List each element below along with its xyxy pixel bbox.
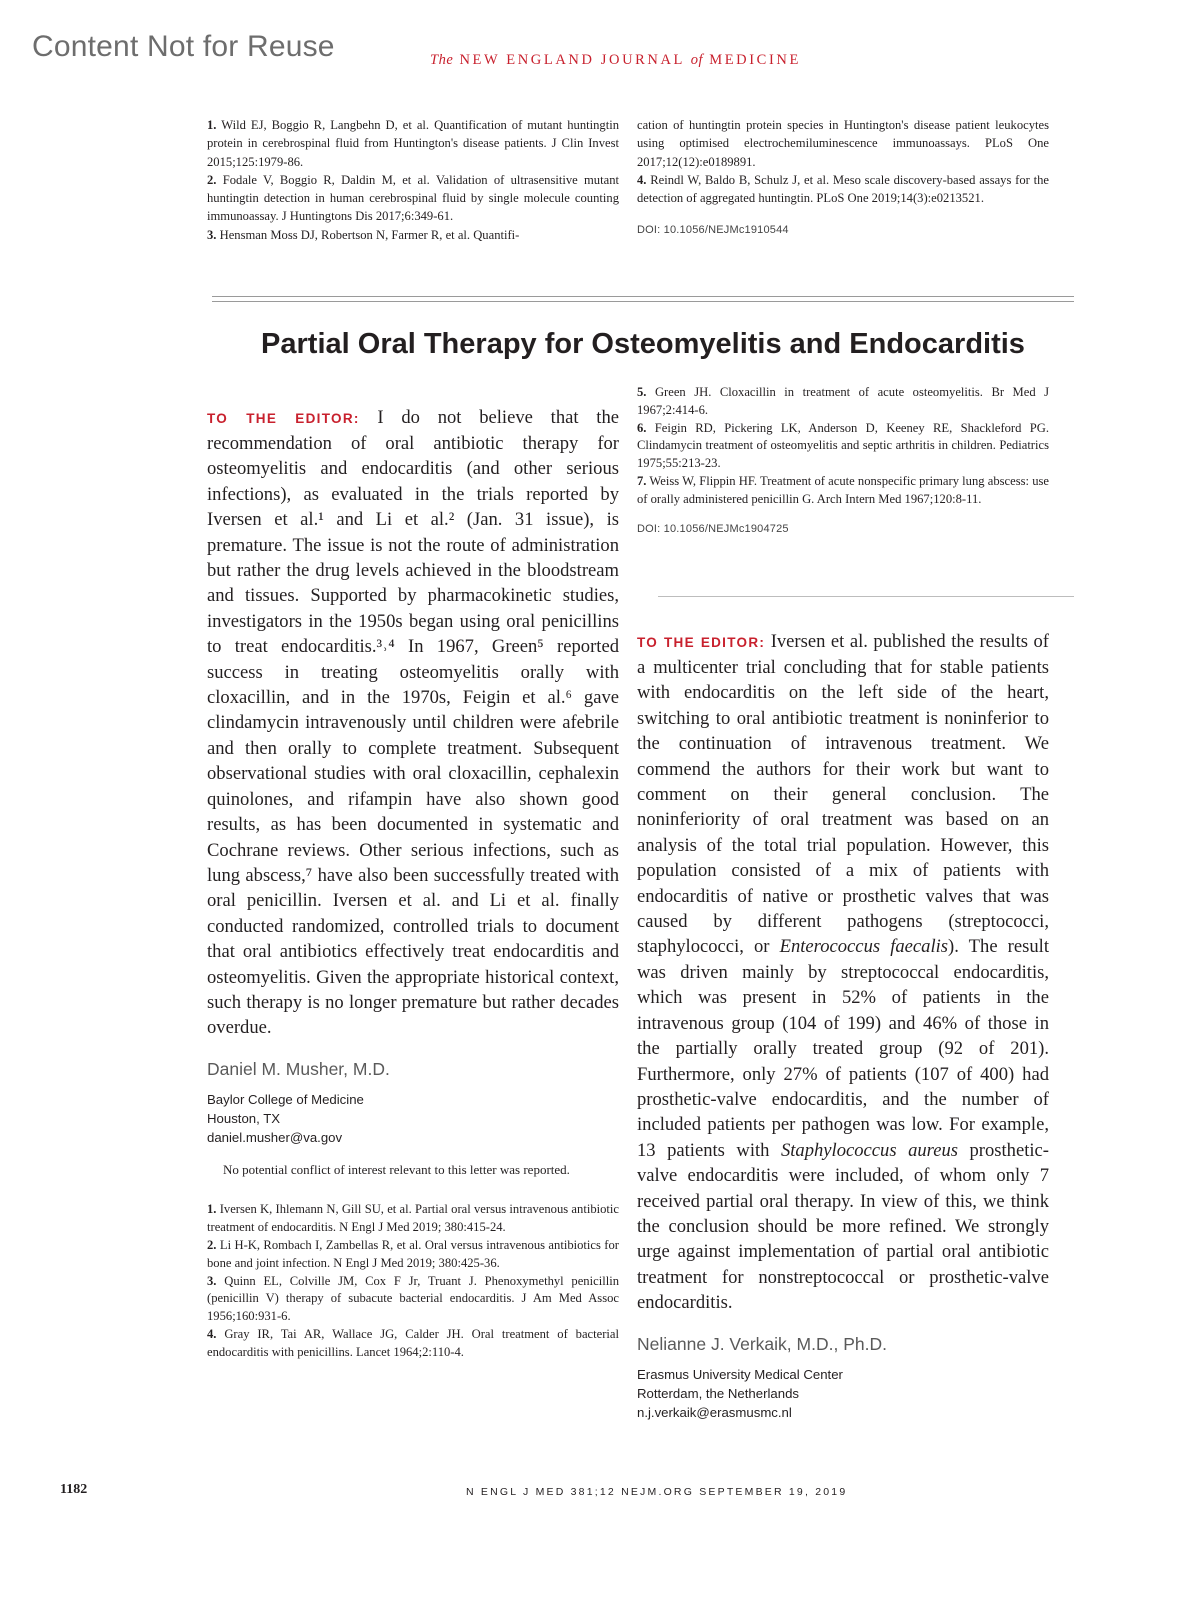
article-title: Partial Oral Therapy for Osteomyelitis and Endocarditis [261, 328, 1025, 360]
reference-item [207, 1326, 619, 1362]
letter-2-body [637, 629, 1049, 1316]
affiliation-line: Baylor College of Medicine [207, 1092, 364, 1108]
journal-name-a: NEW ENGLAND JOURNAL [459, 52, 685, 68]
to-the-editor-label: TO THE EDITOR: [207, 410, 360, 426]
species-name: Enterococcus faecalis [779, 936, 949, 958]
letter-2-text-part3: prosthetic-valve endocarditis were included, of whom only 7 received partial oral therapy. In view of this, we think the conclusion should be more refined. We strongly urge against implementation of partial oral antibiotic treatment for nonstreptococcal or prosthetic-valve endocarditis. [637, 1139, 1049, 1314]
letter-2 [637, 610, 1049, 1422]
reference-item [637, 384, 1049, 420]
conflict-statement: No potential conflict of interest relevant to this letter was reported. [223, 1162, 570, 1178]
letter-2-author: Nelianne J. Verkaik, M.D., Ph.D. [637, 1334, 887, 1355]
species-name: Staphylococcus aureus [780, 1139, 958, 1161]
reference-item [207, 171, 619, 226]
reference-text: cation of huntingtin protein species in Huntington's disease patient leukocytes using optimised electrochemiluminescence immunoassays. PLoS One 2017;12(12):e0189891. [637, 118, 1049, 169]
footer-citation: N ENGL J MED 381;12 NEJM.ORG SEPTEMBER 19, 2019 [466, 1486, 848, 1498]
letter-divider [658, 596, 1074, 597]
reference-number: 5. [637, 385, 647, 399]
reference-item [637, 420, 1049, 473]
reference-number: 7. [637, 473, 647, 488]
reference-text: Feigin RD, Pickering LK, Anderson D, Keeney RE, Shackleford PG. Clindamycin treatment of osteomyelitis and septic arthritis in children. Pediatrics 1975;55:213-23. [637, 420, 1049, 471]
reference-number: 3. [207, 1273, 217, 1288]
letter-1-author: Daniel M. Musher, M.D. [207, 1059, 390, 1080]
reference-item [637, 116, 1049, 171]
divider-double-top [212, 296, 1074, 297]
reference-text: Li H-K, Rombach I, Zambellas R, et al. Oral versus intravenous antibiotics for bone and joint infection. N Engl J Med 2019; 380:425-36. [207, 1237, 619, 1270]
reference-text: Hensman Moss DJ, Robertson N, Farmer R, et al. Quantifi- [219, 227, 520, 242]
doi-link[interactable]: DOI: 10.1056/NEJMc1904725 [637, 522, 789, 535]
reference-item [637, 473, 1049, 509]
letter-1-affiliation [207, 1090, 619, 1147]
top-refs-right [637, 116, 1049, 240]
reference-number: 3. [207, 227, 217, 242]
reference-text: Quinn EL, Colville JM, Cox F Jr, Truant J. Phenoxymethyl penicillin (penicillin V) therapy of subacute bacterial endocarditis. J Am Med Assoc 1956;160:931-6. [207, 1273, 619, 1324]
divider-double-bottom [212, 301, 1074, 302]
to-the-editor-label: TO THE EDITOR: [637, 634, 766, 650]
reference-item [637, 171, 1049, 208]
journal-header [430, 52, 801, 69]
author-email[interactable]: daniel.musher@va.gov [207, 1130, 343, 1146]
journal-name-b: MEDICINE [709, 52, 801, 68]
reference-number: 4. [207, 1326, 217, 1341]
top-refs-left [207, 116, 619, 244]
reference-number: 2. [207, 1237, 217, 1252]
reference-item [207, 1201, 619, 1237]
affiliation-line: Erasmus University Medical Center [637, 1367, 843, 1383]
journal-the: The [430, 52, 454, 68]
reference-number: 6. [637, 420, 647, 435]
letter-2-text-part1: Iversen et al. published the results of a multicenter trial concluding that for stable patients with endocarditis on the left side of the heart, switching to oral antibiotic treatment is noninferior to the continuation of intravenous treatment. We commend the authors for their work but want to comment on their general conclusion. The noninferiority of oral treatment was based on an analysis of the total trial population. However, this population consisted of a mix of patients with endocarditis of native or prosthetic valves that was caused by different pathogens (streptococci, staphylococci, or [637, 630, 1049, 958]
author-email[interactable]: n.j.verkaik@erasmusmc.nl [637, 1405, 792, 1421]
affiliation-line: Rotterdam, the Netherlands [637, 1386, 799, 1402]
reference-item [207, 1237, 619, 1273]
reference-text: Wild EJ, Boggio R, Langbehn D, et al. Quantification of mutant huntingtin protein in cerebrospinal fluid from Huntington's disease patients. J Clin Invest 2015;125:1979-86. [207, 118, 619, 169]
letter-2-affiliation [637, 1365, 1049, 1422]
affiliation-line: Houston, TX [207, 1111, 281, 1127]
doi-link[interactable]: DOI: 10.1056/NEJMc1910544 [637, 224, 789, 237]
reference-text: Gray IR, Tai AR, Wallace JG, Calder JH. Oral treatment of bacterial endocarditis with penicillins. Lancet 1964;2:110-4. [207, 1326, 619, 1359]
reference-number: 4. [637, 172, 647, 187]
journal-of: of [690, 52, 703, 68]
reference-text: Fodale V, Boggio R, Daldin M, et al. Validation of ultrasensitive mutant huntingtin detection in human cerebrospinal fluid by single molecule counting immunoassay. J Huntingtons Dis 2017;6:349-61. [207, 172, 619, 224]
reference-number: 2. [207, 172, 217, 187]
reference-number: 1. [207, 1202, 217, 1217]
letter-1 [207, 386, 619, 1362]
reference-text: Weiss W, Flippin HF. Treatment of acute nonspecific primary lung abscess: use of orally administered penicillin G. Arch Intern Med 1967;120:8-11. [637, 473, 1049, 506]
letter-2-text-part2: ). The result was driven mainly by streptococcal endocarditis, which was present in 52% of patients in the intravenous group (104 of 199) and 46% of those in the partially orally treated group (92 of 201). Furthermore, only 27% of patients (107 of 400) had prosthetic-valve endocarditis, and the number of included patients per pathogen was low. For example, 13 patients with [637, 936, 1049, 1161]
reference-number: 1. [207, 118, 217, 132]
page-number: 1182 [60, 1482, 88, 1497]
letter-1-text: I do not believe that the recommendation of oral antibiotic therapy for osteomyelitis and endocarditis (and other serious infections), as evaluated in the trials reported by Iversen et al.¹ and Li et al.² (Jan. 31 issue), is premature. The issue is not the route of administration but rather the drug levels achieved in the bloodstream and tissues. Supported by pharmacokinetic studies, investigators in the 1950s began using oral penicillins to treat endocarditis.³˒⁴ In 1967, Green⁵ reported success in treating osteomyelitis orally with cloxacillin, and in the 1970s, Feigin et al.⁶ gave clindamycin intravenously until children were afebrile and then orally to complete treatment. Subsequent observational studies with oral cloxacillin, cephalexin quinolones, and rifampin have also shown good results, as has been documented in systematic and Cochrane reviews. Other serious infections, such as lung abscess,⁷ have also been successfully treated with oral penicillin. Iversen et al. and Li et al. finally conducted randomized, controlled trials to document that oral antibiotics effectively treat endocarditis and osteomyelitis. Given the appropriate historical context, such therapy is no longer premature but rather decades overdue. [207, 406, 619, 1039]
reference-item [207, 1273, 619, 1326]
reference-text: Iversen K, Ihlemann N, Gill SU, et al. Partial oral versus intravenous antibiotic treatment of endocarditis. N Engl J Med 2019; 380:415-24. [207, 1202, 619, 1235]
reference-item [207, 226, 619, 244]
letter-1-references-a [207, 1201, 619, 1361]
letter-1-body [207, 405, 619, 1041]
reference-item [207, 116, 619, 171]
watermark: Content Not for Reuse [32, 30, 335, 63]
letter-1-references-b [637, 384, 1049, 535]
reference-text: Green JH. Cloxacillin in treatment of acute osteomyelitis. Br Med J 1967;2:414-6. [637, 385, 1050, 417]
reference-text: Reindl W, Baldo B, Schulz J, et al. Meso scale discovery-based assays for the detection of aggregated huntingtin. PLoS One 2019;14(3):e0213521. [637, 172, 1049, 206]
